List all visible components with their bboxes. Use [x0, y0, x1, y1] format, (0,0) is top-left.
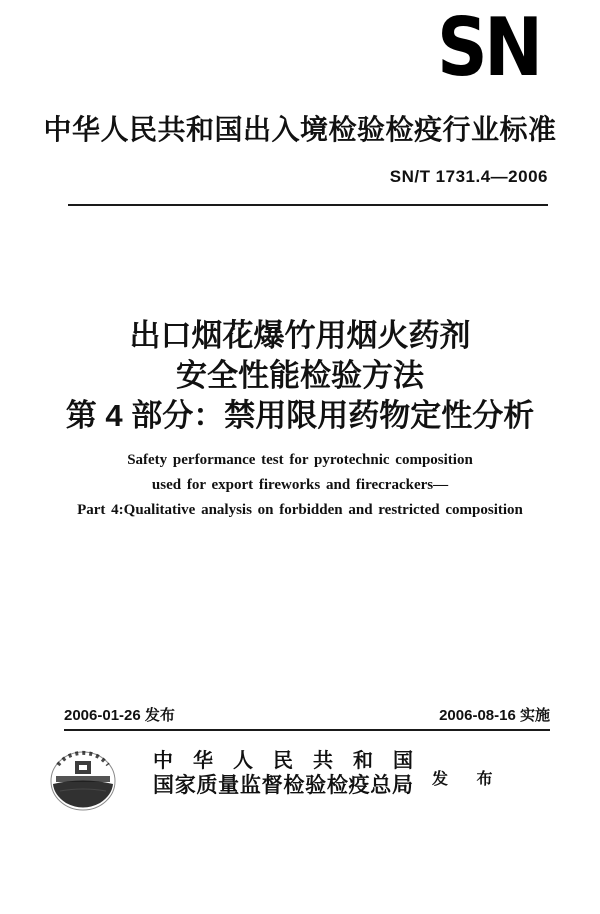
issuer-agency: 国家质量监督检验检疫总局	[153, 774, 413, 797]
standard-number: SN/T 1731.4—2006	[389, 167, 548, 186]
issuer-country: 中华人民共和国	[153, 750, 413, 772]
chinese-title-line-3: 第 4 部分：禁用限用药物定性分析	[65, 398, 535, 433]
header-divider	[68, 204, 548, 206]
english-title-line-2: used for export fireworks and firecrackers—	[151, 477, 449, 493]
chinese-title-line-2: 安全性能检验方法	[176, 358, 424, 393]
footer-divider	[64, 729, 550, 731]
sn-logo: SN	[437, 1, 540, 94]
implementation-date: 2006-08-16 实施	[439, 707, 550, 724]
round-official-ink-seal-icon	[48, 749, 118, 813]
issuing-authority	[153, 750, 413, 798]
english-title-line-1: Safety performance test for pyrotechnic composition	[127, 452, 473, 468]
issue-date: 2006-01-26 发布	[64, 707, 175, 724]
english-title	[0, 448, 600, 523]
publish-label: 发 布	[432, 771, 505, 788]
chinese-title	[0, 316, 600, 436]
standard-category-title: 中华人民共和国出入境检验检疫行业标准	[43, 114, 557, 145]
dates-row	[64, 704, 550, 725]
chinese-title-line-1: 出口烟花爆竹用烟火药剂	[129, 318, 471, 353]
english-title-line-3: Part 4:Qualitative analysis on forbidden and restricted composition	[77, 502, 523, 518]
